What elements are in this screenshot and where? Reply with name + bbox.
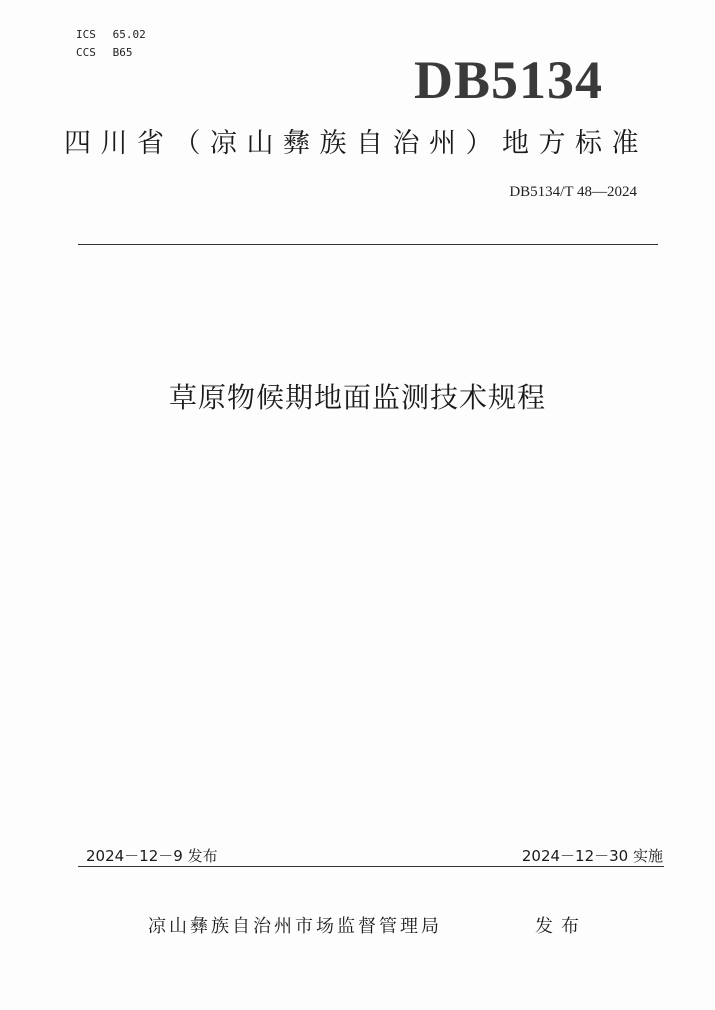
standard-type-title: 四川省（凉山彝族自治州）地方标准 [64,128,648,159]
ccs-value: B65 [112,46,133,59]
ics-label: ICS [76,28,96,41]
document-title: 草原物候期地面监测技术规程 [168,381,546,414]
publisher-name: 凉山彝族自治州市场监督管理局 [148,916,442,937]
ics-code-row [76,26,146,44]
top-divider [78,244,658,245]
implementation-date: 2024－12－30 实施 [521,847,663,865]
ics-value: 65.02 [112,28,146,41]
issue-date: 2024－12－9 发布 [86,847,218,865]
ccs-label: CCS [76,46,96,59]
standard-number: DB5134/T 48—2024 [509,184,637,200]
publish-label: 发布 [535,916,587,937]
ccs-code-row [76,44,146,62]
classification-codes [76,26,146,62]
bottom-divider [78,866,664,867]
standard-logo: DB5134 [413,50,603,110]
